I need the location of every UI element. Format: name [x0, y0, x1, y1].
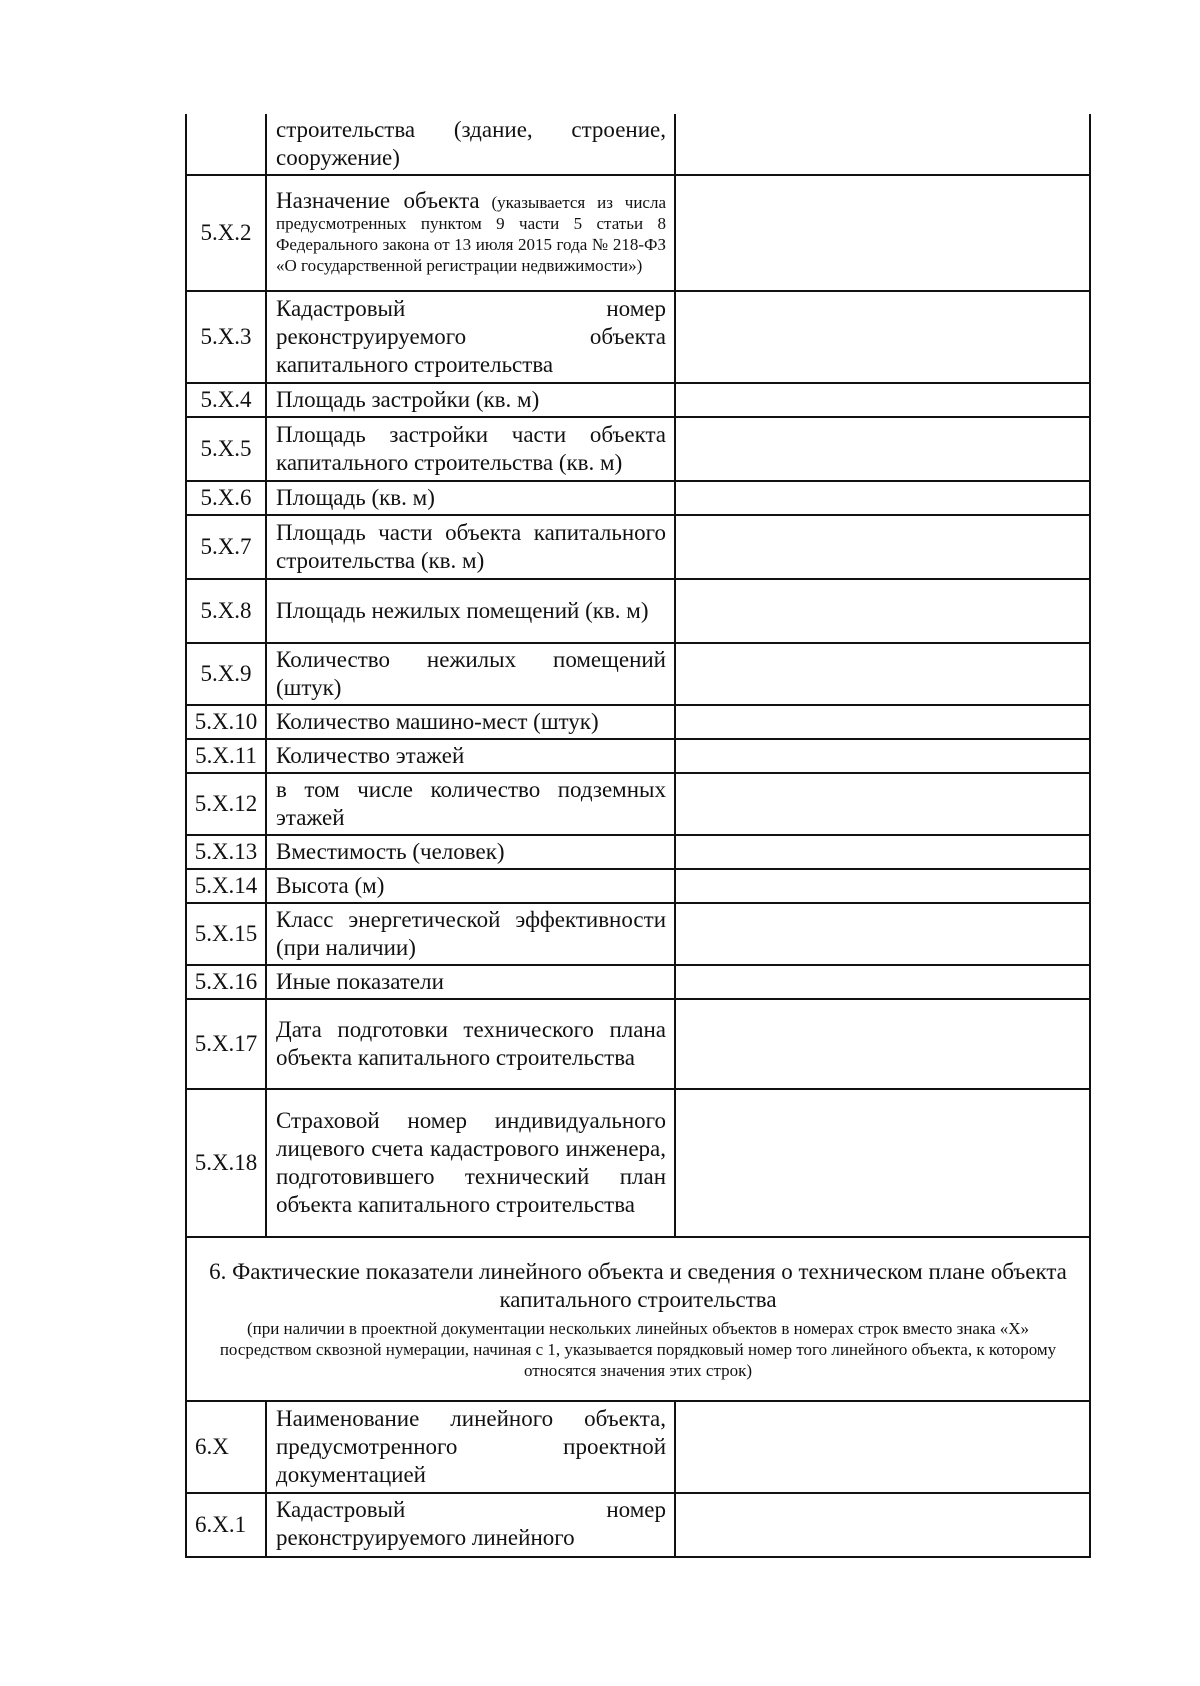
table-row [186, 579, 1090, 643]
table-row [186, 515, 1090, 579]
row-label: строительства (здание, строение, сооружение) [266, 114, 675, 175]
row-label: Количество этажей [266, 739, 675, 773]
row-number: 5.X.7 [186, 515, 266, 579]
row-value-cell[interactable] [675, 114, 1090, 175]
row-label: Вместимость (человек) [266, 835, 675, 869]
table-row [186, 1089, 1090, 1237]
table-row [186, 705, 1090, 739]
row-label: Кадастровый номер реконструируемого объекта капитального строительства [266, 291, 675, 383]
row-value-cell[interactable] [675, 417, 1090, 481]
row-number: 6.X.1 [186, 1493, 266, 1557]
row-value-cell[interactable] [675, 291, 1090, 383]
row-value-cell[interactable] [675, 1089, 1090, 1237]
row-number: 5.X.9 [186, 643, 266, 705]
row-value-cell[interactable] [675, 1401, 1090, 1493]
row-label [266, 175, 675, 291]
table-row [186, 114, 1090, 175]
row-value-cell[interactable] [675, 965, 1090, 999]
table-row [186, 175, 1090, 291]
table-row [186, 999, 1090, 1089]
row-label: Площадь застройки (кв. м) [266, 383, 675, 417]
row-label-note: (указывается из числа предусмотренных пунктом 9 части 5 статьи 8 Федерального закона от 13 июля 2015 года № 218-ФЗ «О государственной регистрации недвижимости») [276, 193, 667, 275]
row-label: Количество нежилых помещений (штук) [266, 643, 675, 705]
table-row [186, 965, 1090, 999]
row-value-cell[interactable] [675, 175, 1090, 291]
row-label: Количество машино-мест (штук) [266, 705, 675, 739]
row-value-cell[interactable] [675, 1493, 1090, 1557]
row-value-cell[interactable] [675, 481, 1090, 515]
section-header [186, 1237, 1090, 1401]
table-row [186, 869, 1090, 903]
row-label: Площадь застройки части объекта капитального строительства (кв. м) [266, 417, 675, 481]
row-number: 5.X.8 [186, 579, 266, 643]
row-number: 5.X.2 [186, 175, 266, 291]
row-label: Дата подготовки технического плана объекта капитального строительства [266, 999, 675, 1089]
row-label: Класс энергетической эффективности (при наличии) [266, 903, 675, 965]
table-row [186, 291, 1090, 383]
row-label-lead: Назначение объекта [276, 188, 480, 213]
row-value-cell[interactable] [675, 643, 1090, 705]
row-number: 5.X.17 [186, 999, 266, 1089]
row-number: 5.X.5 [186, 417, 266, 481]
row-label: в том числе количество подземных этажей [266, 773, 675, 835]
row-value-cell[interactable] [675, 705, 1090, 739]
row-label: Иные показатели [266, 965, 675, 999]
row-number: 5.X.18 [186, 1089, 266, 1237]
row-number: 5.X.10 [186, 705, 266, 739]
row-label: Высота (м) [266, 869, 675, 903]
row-value-cell[interactable] [675, 383, 1090, 417]
row-label: Наименование линейного объекта, предусмотренного проектной документацией [266, 1401, 675, 1493]
row-number: 5.X.14 [186, 869, 266, 903]
row-number: 5.X.11 [186, 739, 266, 773]
table-row [186, 643, 1090, 705]
row-label: Площадь части объекта капитального строительства (кв. м) [266, 515, 675, 579]
row-label: Площадь нежилых помещений (кв. м) [266, 579, 675, 643]
table-row [186, 773, 1090, 835]
row-number: 5.X.4 [186, 383, 266, 417]
row-value-cell[interactable] [675, 579, 1090, 643]
row-value-cell[interactable] [675, 903, 1090, 965]
table-row [186, 739, 1090, 773]
table-row [186, 1401, 1090, 1493]
row-number: 5.X.13 [186, 835, 266, 869]
row-number [186, 114, 266, 175]
row-number: 6.X [186, 1401, 266, 1493]
section-title: 6. Фактические показатели линейного объекта и сведения о техническом плане объекта капитального строительства [209, 1258, 1067, 1312]
row-value-cell[interactable] [675, 835, 1090, 869]
row-label: Страховой номер индивидуального лицевого счета кадастрового инженера, подготовившего технический план объекта капитального строительства [266, 1089, 675, 1237]
section-header-row [186, 1237, 1090, 1401]
row-value-cell[interactable] [675, 999, 1090, 1089]
table-row [186, 383, 1090, 417]
row-number: 5.X.3 [186, 291, 266, 383]
row-number: 5.X.15 [186, 903, 266, 965]
row-number: 5.X.6 [186, 481, 266, 515]
row-label: Площадь (кв. м) [266, 481, 675, 515]
row-value-cell[interactable] [675, 515, 1090, 579]
table-row [186, 835, 1090, 869]
row-value-cell[interactable] [675, 739, 1090, 773]
table-row [186, 417, 1090, 481]
row-number: 5.X.12 [186, 773, 266, 835]
table-row [186, 481, 1090, 515]
row-number: 5.X.16 [186, 965, 266, 999]
table-row [186, 1493, 1090, 1557]
indicators-table [185, 114, 1091, 1558]
row-label: Кадастровый номер реконструируемого линейного [266, 1493, 675, 1557]
row-value-cell[interactable] [675, 773, 1090, 835]
table-row [186, 903, 1090, 965]
row-value-cell[interactable] [675, 869, 1090, 903]
section-note: (при наличии в проектной документации нескольких линейных объектов в номерах строк вместо знака «Х» посредством сквозной нумерации, начиная с 1, указывается порядковый номер того линейного объекта, к которому относятся значения этих строк) [219, 1318, 1057, 1380]
